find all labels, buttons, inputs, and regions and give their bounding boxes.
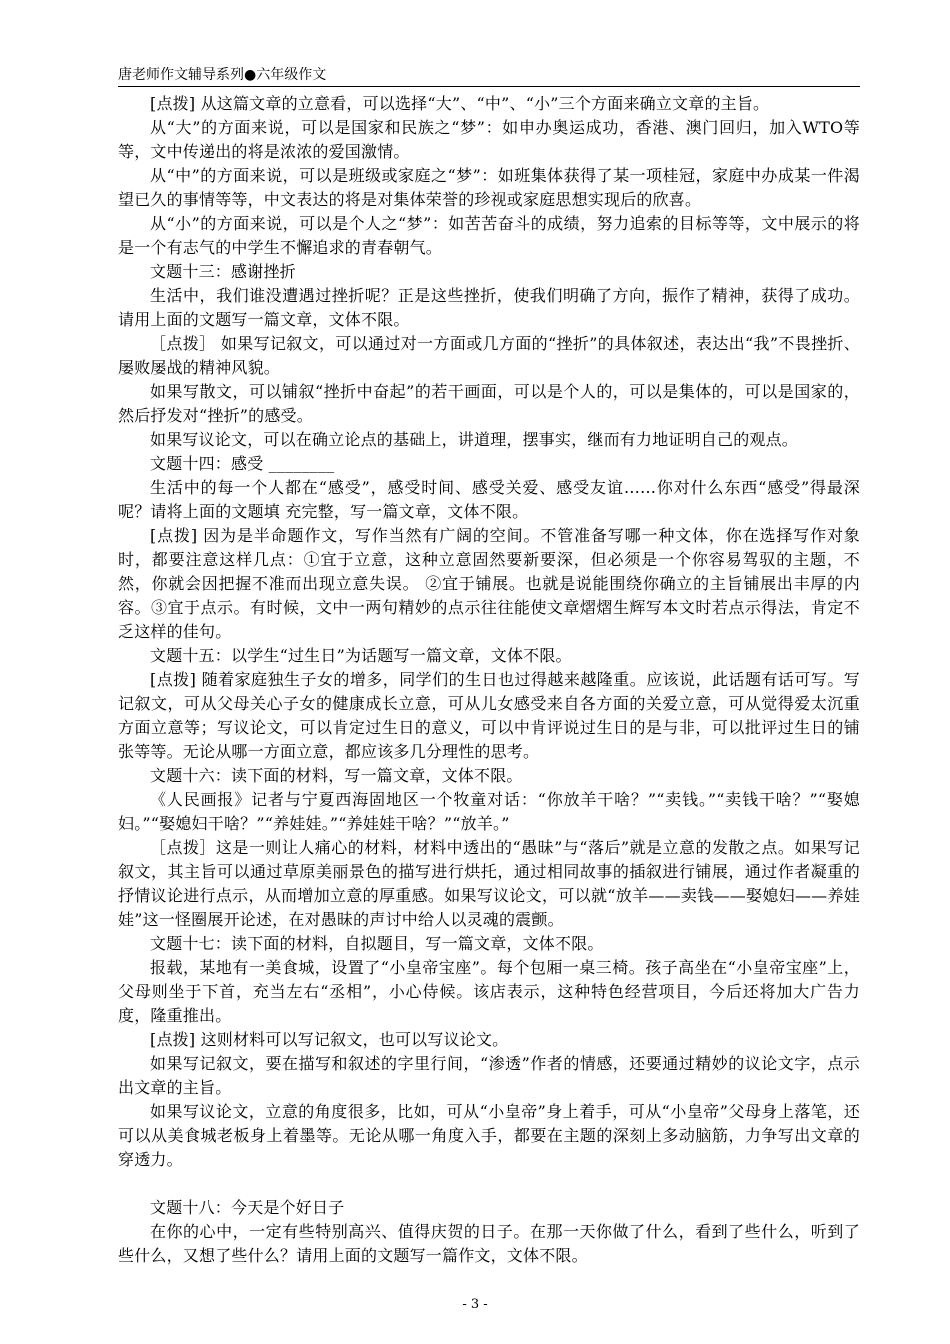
paragraph: [点拨] 因为是半命题作文，写作当然有广阔的空间。不管准备写哪一种文体，你在选择写作对象时，都要注意这样几点：①宜于立意，这种立意固然要新要深，但必须是一个你容易驾驭的主题，不然，你就会因把握不准而出现立意失误。 ②宜于铺展。也就是说能围绕你确立的主旨铺展出丰厚的内容。③宜于点示。有时候，文中一两句精妙的点示往往能使文章熠熠生辉写本文时若点示得法，肯定不乏这样的佳句。 xyxy=(118,526,860,641)
paragraph: 从“小”的方面来说，可以是个人之“梦”：如苦苦奋斗的成绩，努力追索的目标等等，文中展示的将是一个有志气的中学生不懈追求的青春朝气。 xyxy=(118,214,860,257)
paragraph: 如果写记叙文，要在描写和叙述的字里行间，“渗透”作者的情感，还要通过精妙的议论文字，点示出文章的主旨。 xyxy=(118,1054,860,1097)
section-title: 文题十三：感谢挫折 xyxy=(150,262,296,281)
paragraph: 在你的心中，一定有些特别高兴、值得庆贺的日子。在那一天你做了什么，看到了些什么，听到了些什么，又想了些什么？请用上面的文题写一篇作文，文体不限。 xyxy=(118,1222,860,1265)
paragraph: 如果写散文，可以铺叙“挫折中奋起”的若干画面，可以是个人的，可以是集体的，可以是国家的，然后抒发对“挫折”的感受。 xyxy=(118,382,860,425)
page-number: - 3 - xyxy=(462,1297,488,1312)
section-title: 文题十八：今天是个好日子 xyxy=(150,1198,345,1217)
paragraph: 生活中，我们谁没遭遇过挫折呢？正是这些挫折，使我们明确了方向，振作了精神，获得了成功。请用上面的文题写一篇文章，文体不限。 xyxy=(118,286,860,329)
paragraph: 从“大”的方面来说，可以是国家和民族之“梦”：如申办奥运成功，香港、澳门回归，加入WTO等等，文中传递出的将是浓浓的爱国激情。 xyxy=(118,118,860,161)
section-title: 文题十四：感受 ________ xyxy=(150,454,335,473)
paragraph: 如果写议论文，可以在确立论点的基础上，讲道理，摆事实，继而有力地证明自己的观点。 xyxy=(150,430,799,449)
section-title: 文题十七：读下面的材料，自拟题目，写一篇文章，文体不限。 xyxy=(150,934,604,953)
paragraph: [点拨] 这则材料可以写记叙文，也可以写议论文。 xyxy=(150,1030,509,1049)
paragraph: 生活中的每一个人都在“感受”，感受时间、感受关爱、感受友谊……你对什么东西“感受”得最深呢？请将上面的文题填 充完整，写一篇文章，文体不限。 xyxy=(118,478,860,521)
paragraph: 《人民画报》记者与宁夏西海固地区一个牧童对话：“你放羊干啥？”“卖钱。”“卖钱干啥？”“娶媳妇。”“娶媳妇干啥？”“养娃娃。”“养娃娃干啥？”“放羊。” xyxy=(118,790,860,833)
document-body xyxy=(118,92,860,1268)
paragraph: 报载，某地有一美食城，设置了“小皇帝宝座”。每个包厢一桌三椅。孩子高坐在“小皇帝宝座”上，父母则坐于下首，充当左右“丞相”，小心侍候。该店表示，这种特色经营项目，今后还将加大广告力度，隆重推出。 xyxy=(118,958,860,1025)
section-title: 文题十六：读下面的材料，写一篇文章，文体不限。 xyxy=(150,766,523,785)
paragraph: 从“中”的方面来说，可以是班级或家庭之“梦”：如班集体获得了某一项桂冠，家庭中办成某一件渴望已久的事情等等，中文表达的将是对集体荣誉的珍视或家庭思想实现后的欣喜。 xyxy=(118,166,860,209)
paragraph: ［点拨］这是一则让人痛心的材料，材料中透出的“愚昧”与“落后”就是立意的发散之点。如果写记叙文，其主旨可以通过草原美丽景色的描写进行烘托，通过相同故事的插叙进行铺展，通过作者凝重的抒情议论进行点示，从而增加立意的厚重感。如果写议论文，可以就“放羊——卖钱——娶媳妇——养娃娃”这一怪圈展开论述，在对愚昧的声讨中给人以灵魂的震颤。 xyxy=(118,838,860,929)
page-header: 唐老师作文辅导系列●六年级作文 xyxy=(118,66,860,87)
paragraph: ［点拨］ 如果写记叙文，可以通过对一方面或几方面的“挫折”的具体叙述，表达出“我”不畏挫折、屡败屡战的精神风貌。 xyxy=(118,334,860,377)
paragraph: [点拨] 随着家庭独生子女的增多，同学们的生日也过得越来越隆重。应该说，此话题有话可写。写记叙文，可从父母关心子女的健康成长立意，可从儿女感受来自各方面的关爱立意，可从觉得爱太沉重方面立意等；写议论文，可以肯定过生日的意义，可以中肯评说过生日的是与非，可以批评过生日的铺张等等。无论从哪一方面立意，都应该多几分理性的思考。 xyxy=(118,670,860,761)
paragraph: [点拨] 从这篇文章的立意看，可以选择“大”、“中”、“小”三个方面来确立文章的主旨。 xyxy=(150,94,770,113)
section-title: 文题十五：以学生“过生日”为话题写一篇文章，文体不限。 xyxy=(150,646,572,665)
paragraph: 如果写议论文，立意的角度很多，比如，可从“小皇帝”身上着手，可从“小皇帝”父母身上落笔，还可以从美食城老板身上着墨等。无论从哪一角度入手，都要在主题的深刻上多动脑筋，力争写出文章的穿透力。 xyxy=(118,1102,860,1169)
